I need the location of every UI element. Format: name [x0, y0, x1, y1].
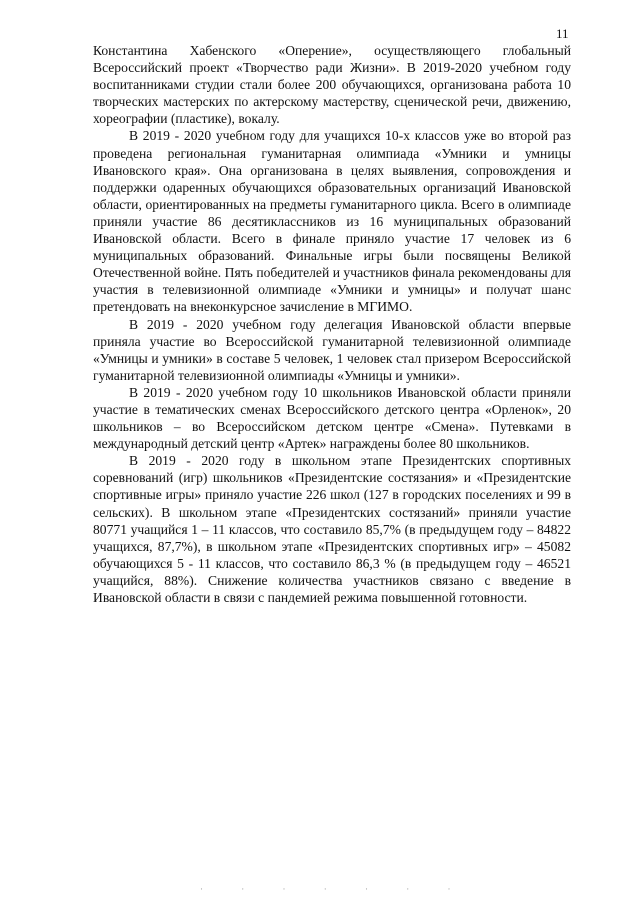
paragraph-olympiad-regional: В 2019 - 2020 учебном году для учащихся 10-х классов уже во второй раз проведена региональная гуманитарная олимпиада «Умники и умницы Ивановского края». Она организована в целях выявления, сопровождения и поддержки одаренных обучающихся образовательных организаций Ивановской области, ориентированных на предметы гуманитарного цикла. Всего в олимпиаде приняли участие 86 десятиклассников из 16 муниципальных образований Ивановской области. Всего в финале приняло участие 17 человек из 6 муниципальных образований. Финальные игры были посвящены Великой Отечественной войне. Пять победителей и участников финала рекомендованы для участия в телевизионной олимпиаде «Умники и умницы» и получат шанс претендовать на внеконкурсное зачисление в МГИМО. — [93, 128, 571, 315]
paragraph-presidential-competitions: В 2019 - 2020 году в школьном этапе Президентских спортивных соревнований (игр) школьников «Президентские состязания» и «Президентские спортивные игры» приняло участие 226 школ (127 в городских поселениях и 99 в сельских). В школьном этапе «Президентских состязаний» приняли участие 80771 учащийся 1 – 11 классов, что составило 85,7% (в предыдущем году – 84822 учащихся, 87,7%), в школьном этапе «Президентских спортивных игр» – 45082 обучающихся 5 - 11 классов, что составило 86,3 % (в предыдущем году – 46521 учащийся, 88%). Снижение количества участников связано с введение в Ивановской области в связи с пандемией режима повышенной готовности. — [93, 453, 571, 605]
page-number: 11 — [556, 26, 569, 41]
paragraph-olympiad-national: В 2019 - 2020 учебном году делегация Ивановской области впервые приняла участие во Всероссийской гуманитарной телевизионной олимпиаде «Умницы и умники» в составе 5 человек, 1 человек стал призером Всероссийской гуманитарной телевизионной олимпиады «Умницы и умники». — [93, 316, 571, 383]
paragraph-continuation: Константина Хабенского «Оперение», осуществляющего глобальный Всероссийский проект «Творчество ради Жизни». В 2019-2020 учебном году воспитанниками студии стали более 200 обучающихся, организована работа 10 творческих мастерских по актерскому мастерству, сценической речи, движению, хореографии (пластике), вокалу. — [93, 43, 571, 127]
document-body — [93, 42, 571, 606]
scan-artifact-dots: · · · · · · · — [200, 884, 469, 894]
paragraph-children-centers: В 2019 - 2020 учебном году 10 школьников Ивановской области приняли участие в тематических сменах Всероссийского детского центра «Орленок», 20 школьников – во Всероссийском детском центре «Смена». Путевками в международный детский центр «Артек» награждены более 80 школьников. — [93, 384, 571, 452]
